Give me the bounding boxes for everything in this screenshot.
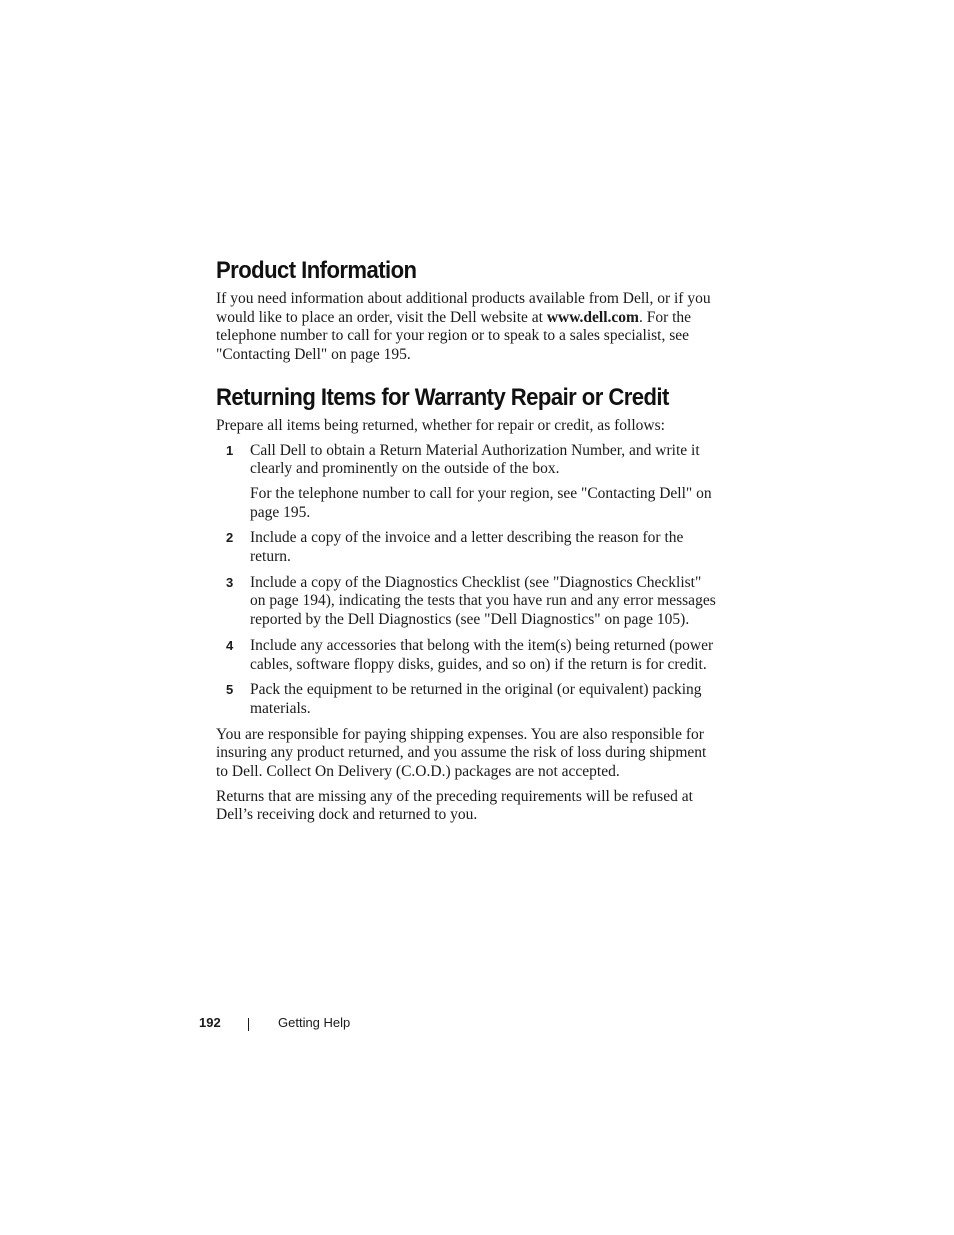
step-text: Include any accessories that belong with the item(s) being returned (power cables, software floppy disks, guides, and so on) if the return is for credit. xyxy=(250,636,714,673)
shipping-responsibility-paragraph: You are responsible for paying shipping expenses. You are also responsible for insuring any product returned, and you assume the risk of loss during shipment to Dell. Collect On Delivery (C.O.D.) packages are not accepted. xyxy=(216,725,707,781)
step-number: 3 xyxy=(226,574,234,590)
list-item xyxy=(216,681,716,718)
step-number: 1 xyxy=(226,442,234,458)
step-number: 5 xyxy=(226,682,234,698)
list-item xyxy=(216,574,716,630)
page-content xyxy=(216,256,716,825)
step-subtext: For the telephone number to call for your region, see "Contacting Dell" on page 195. xyxy=(250,484,712,521)
paragraph-text: If you need information about additional products available from Dell, or if you would like to place an order, visit the Dell website at xyxy=(216,290,711,326)
step-number: 4 xyxy=(226,637,234,653)
refusal-policy-paragraph: Returns that are missing any of the preceding requirements will be refused at Dell’s receiving dock and returned to you. xyxy=(216,787,693,824)
step-number: 2 xyxy=(226,530,234,546)
dell-website-link[interactable]: www.dell.com xyxy=(546,308,639,326)
list-item xyxy=(216,442,716,523)
footer-divider xyxy=(248,1018,249,1031)
list-item xyxy=(216,637,716,674)
step-text: Include a copy of the invoice and a letter describing the reason for the return. xyxy=(250,529,684,566)
step-text: Call Dell to obtain a Return Material Authorization Number, and write it clearly and prominently on the outside of the box. xyxy=(250,441,700,478)
returning-intro-paragraph: Prepare all items being returned, whether for repair or credit, as follows: xyxy=(216,416,665,434)
page-number: 192 xyxy=(199,1015,221,1030)
return-steps-list xyxy=(216,442,716,719)
footer-section-title: Getting Help xyxy=(278,1015,351,1030)
paragraph-text: . For the telephone number to call for your region or to speak to a sales specialist, see "Contacting Dell" on page 195. xyxy=(216,308,692,364)
product-information-paragraph xyxy=(216,290,716,365)
step-text: Pack the equipment to be returned in the original (or equivalent) packing materials. xyxy=(250,681,702,717)
step-text: Include a copy of the Diagnostics Checklist (see "Diagnostics Checklist" on page 194), indicating the tests that you have run and any error messages reported by the Dell Diagnostics (see "Dell Diagnostics" on page 105). xyxy=(250,573,716,629)
list-item xyxy=(216,529,716,566)
section-heading-returning-items: Returning Items for Warranty Repair or Credit xyxy=(216,383,669,411)
section-heading-product-information: Product Information xyxy=(216,257,417,284)
